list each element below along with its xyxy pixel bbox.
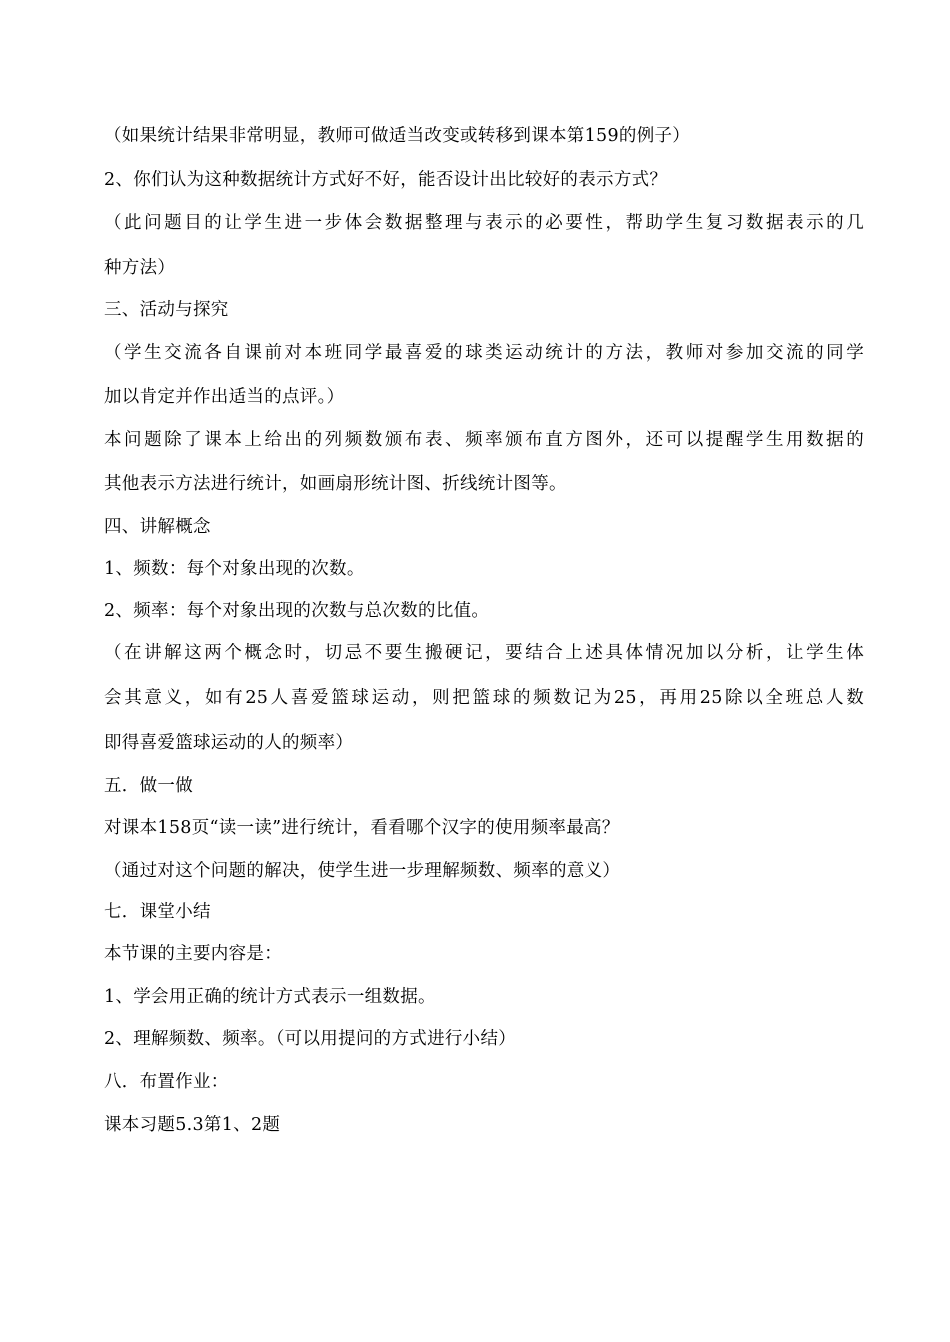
paragraph-line: 1、学会用正确的统计方式表示一组数据。 [104,987,436,1007]
section-heading: 五．做一做 [104,776,193,796]
paragraph-line: 对课本158页“读一读”进行统计，看看哪个汉字的使用频率最高？ [104,818,620,838]
paragraph-line: 1、频数：每个对象出现的次数。 [104,559,365,579]
paragraph-line: 2、频率：每个对象出现的次数与总次数的比值。 [104,601,490,621]
paragraph-line: （在讲解这两个概念时，切忌不要生搬硬记，要结合上述具体情况加以分析，让学生体 [104,643,864,663]
paragraph-line: 课本习题5.3第1、2题 [104,1115,281,1135]
paragraph-line: 即得喜爱篮球运动的人的频率） [104,733,354,753]
section-heading: 八．布置作业： [104,1072,229,1092]
paragraph-line: 2、你们认为这种数据统计方式好不好，能否设计出比较好的表示方式？ [104,170,668,190]
paragraph-line: 本问题除了课本上给出的列频数颁布表、频率颁布直方图外，还可以提醒学生用数据的 [104,430,864,450]
paragraph-line: 本节课的主要内容是： [104,944,282,964]
paragraph-line: （如果统计结果非常明显，教师可做适当改变或转移到课本第159的例子） [104,126,691,146]
paragraph-line: 2、理解频数、频率。（可以用提问的方式进行小结） [104,1029,517,1049]
section-heading: 四、讲解概念 [104,517,211,537]
paragraph-line: 其他表示方法进行统计，如画扇形统计图、折线统计图等。 [104,474,567,494]
paragraph-line: （此问题目的让学生进一步体会数据整理与表示的必要性，帮助学生复习数据表示的几 [104,213,864,233]
paragraph-line: 种方法） [104,258,176,278]
section-heading: 三、活动与探究 [104,300,229,320]
paragraph-line: 加以肯定并作出适当的点评。） [104,387,345,407]
paragraph-line: 会其意义，如有25人喜爱篮球运动，则把篮球的频数记为25，再用25除以全班总人数 [104,688,864,708]
section-heading: 七．课堂小结 [104,902,211,922]
paragraph-line: （通过对这个问题的解决，使学生进一步理解频数、频率的意义） [104,861,621,881]
paragraph-line: （学生交流各自课前对本班同学最喜爱的球类运动统计的方法，教师对参加交流的同学 [104,343,864,363]
